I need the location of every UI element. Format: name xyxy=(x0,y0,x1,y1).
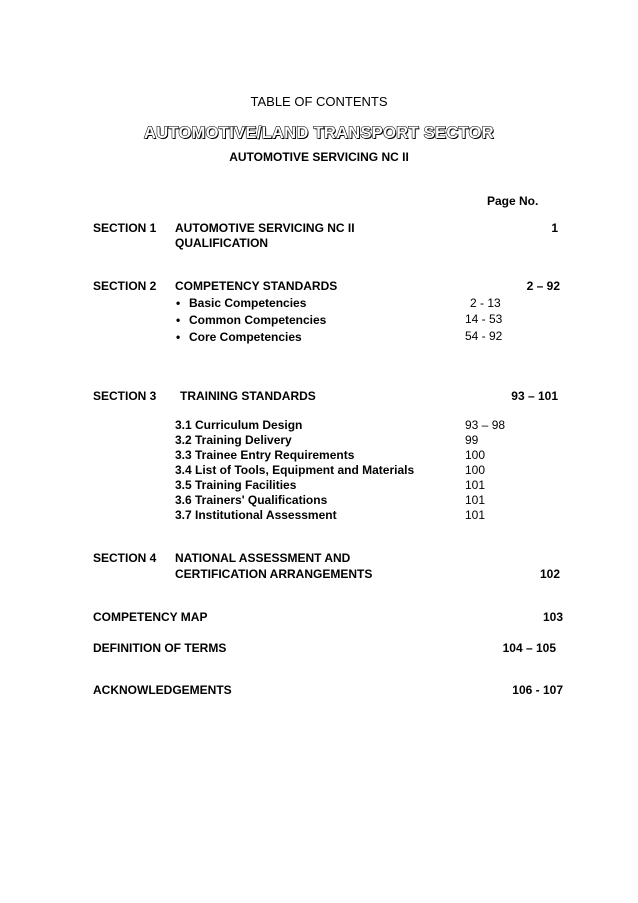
list-item: • Basic Competencies xyxy=(176,296,306,310)
section-title-line-2: QUALIFICATION xyxy=(175,236,269,250)
page-no-label: Page No. xyxy=(487,194,539,208)
list-item: 3.6 Trainers' Qualifications xyxy=(175,493,328,507)
list-item: • Common Competencies xyxy=(176,313,326,327)
list-item: 3.1 Curriculum Design xyxy=(175,418,303,432)
section-label: SECTION 2 xyxy=(93,279,157,293)
section-title: TRAINING STANDARDS xyxy=(180,389,316,403)
section-title: COMPETENCY STANDARDS xyxy=(175,279,338,293)
list-item-pages: 14 - 53 xyxy=(465,312,503,326)
section-pages: 93 – 101 xyxy=(511,389,558,403)
entry-pages: 106 - 107 xyxy=(512,683,563,697)
sector-title: AUTOMOTIVE/LAND TRANSPORT SECTOR xyxy=(143,124,494,142)
section-title-line-1: NATIONAL ASSESSMENT AND xyxy=(175,551,351,565)
list-item-pages: 101 xyxy=(465,493,486,507)
list-item: • Core Competencies xyxy=(176,330,302,344)
section-title-line-2: CERTIFICATION ARRANGEMENTS xyxy=(175,567,373,581)
entry-title: COMPETENCY MAP xyxy=(93,610,208,624)
list-item-pages: 2 - 13 xyxy=(470,296,501,310)
list-item: 3.3 Trainee Entry Requirements xyxy=(175,448,355,462)
section-label: SECTION 4 xyxy=(93,551,157,565)
entry-title: DEFINITION OF TERMS xyxy=(93,641,227,655)
section-pages: 1 xyxy=(551,221,558,235)
list-item-pages: 54 - 92 xyxy=(465,329,503,343)
section-title-line-1: AUTOMOTIVE SERVICING NC II xyxy=(175,221,355,235)
entry-pages: 104 – 105 xyxy=(502,641,556,655)
entry-title: ACKNOWLEDGEMENTS xyxy=(93,683,232,697)
list-item: 3.5 Training Facilities xyxy=(175,478,297,492)
section-pages: 102 xyxy=(539,567,560,581)
list-item: 3.2 Training Delivery xyxy=(175,433,292,447)
list-item-pages: 93 – 98 xyxy=(465,418,506,432)
toc-title: TABLE OF CONTENTS xyxy=(250,94,388,109)
section-pages: 2 – 92 xyxy=(526,279,560,293)
entry-pages: 103 xyxy=(542,610,563,624)
list-item: 3.7 Institutional Assessment xyxy=(175,508,337,522)
list-item-pages: 101 xyxy=(465,478,486,492)
list-item-pages: 100 xyxy=(465,463,486,477)
list-item-pages: 99 xyxy=(465,433,479,447)
qualification-subtitle: AUTOMOTIVE SERVICING NC II xyxy=(229,150,409,164)
list-item-pages: 101 xyxy=(465,508,486,522)
list-item-pages: 100 xyxy=(465,448,486,462)
section-label: SECTION 3 xyxy=(93,389,157,403)
list-item: 3.4 List of Tools, Equipment and Materials xyxy=(175,463,415,477)
section-label: SECTION 1 xyxy=(93,221,157,235)
